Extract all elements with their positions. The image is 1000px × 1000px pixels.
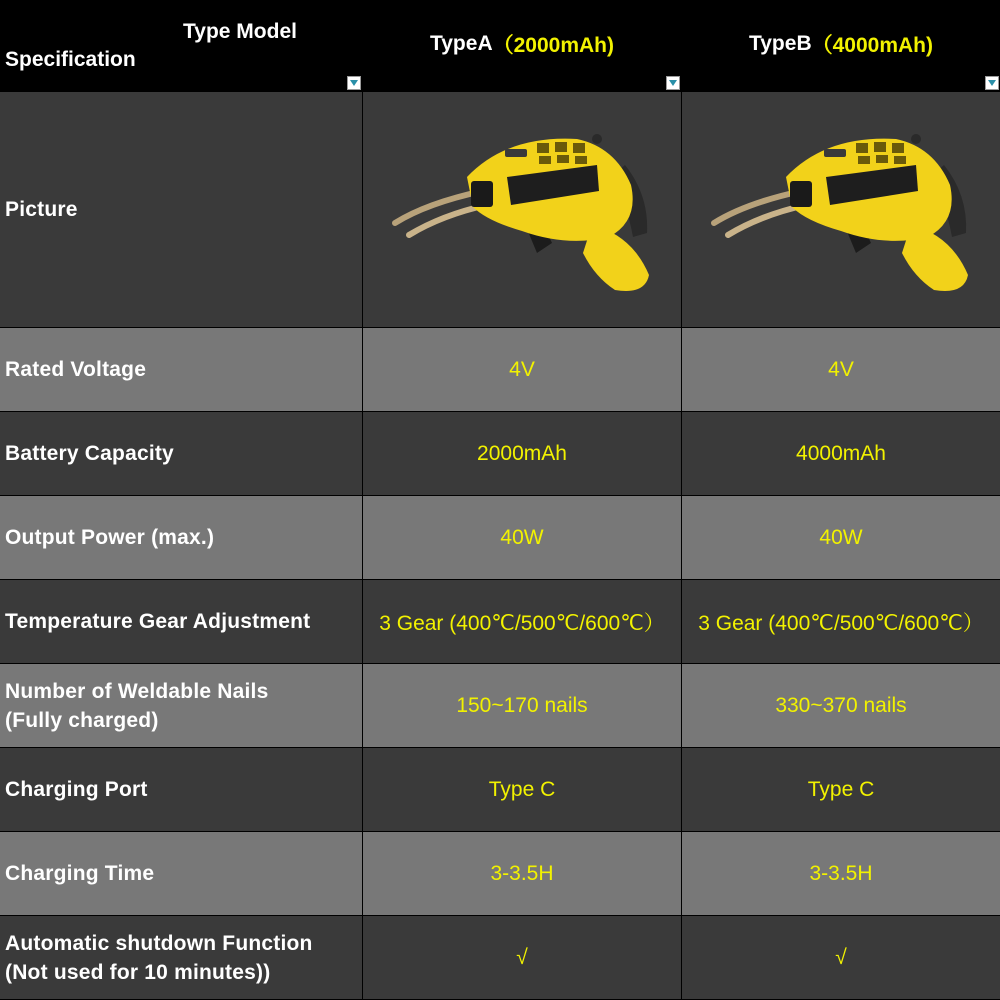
auto-shutdown-line1: Automatic shutdown Function (5, 931, 313, 955)
row-label-battery-capacity: Battery Capacity (0, 412, 363, 496)
value-a-auto-shutdown: √ (363, 916, 682, 1000)
value-b-auto-shutdown: √ (682, 916, 1000, 1000)
value-a-weldable-nails: 150~170 nails (363, 664, 682, 748)
row-label-temperature-gear: Temperature Gear Adjustment (0, 580, 363, 664)
weldable-nails-line1: Number of Weldable Nails (5, 679, 269, 703)
auto-shutdown-line2: (Not used for 10 minutes)) (5, 960, 271, 984)
dropdown-filter-icon[interactable] (666, 76, 680, 90)
value-b-output-power: 40W (682, 496, 1000, 580)
header-type-b (682, 0, 1000, 92)
row-label-charging-port: Charging Port (0, 748, 363, 832)
header-corner-cell (0, 0, 363, 92)
value-b-rated-voltage: 4V (682, 328, 1000, 412)
dropdown-filter-icon[interactable] (347, 76, 361, 90)
product-image-type-b (682, 92, 1000, 328)
value-b-temperature-gear: 3 Gear (400℃/500℃/600℃） (682, 580, 1000, 664)
value-a-rated-voltage: 4V (363, 328, 682, 412)
dropdown-filter-icon[interactable] (985, 76, 999, 90)
value-b-weldable-nails: 330~370 nails (682, 664, 1000, 748)
type-b-capacity: （4000mAh) (811, 33, 933, 57)
row-label-rated-voltage: Rated Voltage (0, 328, 363, 412)
type-model-label: Type Model (183, 20, 297, 43)
value-a-charging-port: Type C (363, 748, 682, 832)
row-label-charging-time: Charging Time (0, 832, 363, 916)
row-label-picture: Picture (0, 92, 363, 328)
value-a-temperature-gear: 3 Gear (400℃/500℃/600℃） (363, 580, 682, 664)
header-type-a (363, 0, 682, 92)
value-b-charging-port: Type C (682, 748, 1000, 832)
value-b-battery-capacity: 4000mAh (682, 412, 1000, 496)
product-image-type-a (363, 92, 682, 328)
value-a-output-power: 40W (363, 496, 682, 580)
specification-label: Specification (5, 48, 136, 71)
row-label-auto-shutdown (0, 916, 363, 1000)
value-a-battery-capacity: 2000mAh (363, 412, 682, 496)
weldable-nails-line2: (Fully charged) (5, 708, 159, 732)
type-a-capacity: （2000mAh) (492, 33, 614, 57)
welder-tool-icon (387, 125, 657, 295)
type-b-name: TypeB (748, 31, 812, 55)
type-a-name: TypeA (429, 31, 493, 55)
row-label-output-power: Output Power (max.) (0, 496, 363, 580)
value-a-charging-time: 3-3.5H (363, 832, 682, 916)
welder-tool-icon (706, 125, 976, 295)
value-b-charging-time: 3-3.5H (682, 832, 1000, 916)
row-label-weldable-nails (0, 664, 363, 748)
